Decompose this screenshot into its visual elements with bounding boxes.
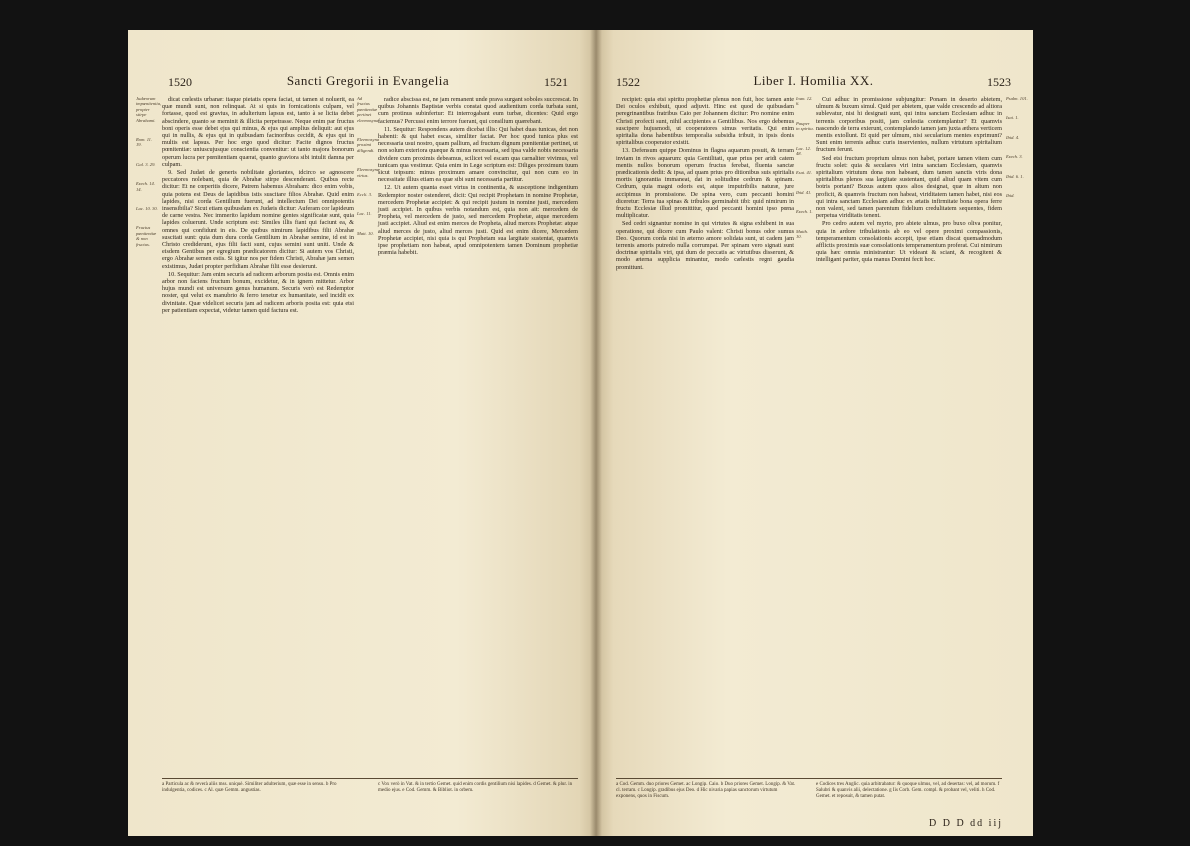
margin-note: Judæorum impœnitentia, propter stirpe Abrahami. <box>136 96 162 123</box>
margin-note: Ibid. 4. <box>1006 134 1020 140</box>
margin-note: Luc. 11. <box>357 211 372 217</box>
margin-note: Fructus pœnitentiæ & non fructus. <box>136 225 157 247</box>
middle-margin-notes <box>357 96 380 774</box>
margin-note: Rom. 11. 19. <box>136 137 153 148</box>
footnotes: c Vox verò in Vat. & in tertio Gemet. quid enim cordis gentilium nisi lapides. d Gemet. & plur. in medio ejus. e Cod. Gemm. & Bibliot. in orbem. <box>378 782 573 793</box>
page-number: 1522 <box>616 75 640 89</box>
footnotes: a Particula ac & reverà aliis mss. uniquè. Similiter adulterium, quæ esse in sensu. b Pro indulgentia, codices. c Al. quæ Gemm. angustias. <box>162 782 337 793</box>
right-page <box>596 30 1033 836</box>
middle-margin-notes <box>796 96 814 774</box>
margin-note: Ezech. 1. <box>796 209 813 215</box>
margin-note: Ibid. 41. <box>796 189 812 195</box>
text-column-1 <box>616 96 794 774</box>
margin-note: Pauper in spiritu. <box>796 120 814 132</box>
paragraph: 10. Sequitur: Jam enim securis ad radicem arborum posita est. Omnis enim arbor non faciens fructum bonum, excidetur, & in ignem mittetur. Arbor hujus mundi est universum genus humanum. Securis verò est Redemptor noster, qui velut ex manubrio & ferro tenetur ex humanitate, sed incidit ex divinitate. Quæ videlicet securis jam ad radicem arboris posita est: quia etsi per patientiam expectat, videtur tamen quid factura est. <box>162 270 354 314</box>
paragraph: Pro cedro autem vel myrto, pro abiete ulmus, pro buxo oliva ponitur, quia in ardore tribulationis ab eo vel opere proximi compassionis, temperamentum consolationis accepit, ipse etiam discat quemadmodum afflictis proximis suæ consolationis temperamentum proferat. Cui nimirum quia hæc omnia ministrantur: Ut videant & sciant, & recogitent & intelligant pariter, quia manus Domini fecit hoc. <box>816 220 1002 264</box>
margin-note: Matt. 10. <box>357 230 374 236</box>
paragraph: 13. Defensum quippe Dominus in flagna aquarum posuit, & terram inviam in rivos aquarum: quia Gentilitati, quæ prius per aridi catem mentis nullos bonorum operum fructus ferebat, fluenta sanctæ prædicationis dedit: & ipsa, ad quam prius pro ditionibus suis spiritalis mortis ignorantia immaneat, dat in solitudine cedrum & spinam. Cedrum, quia magni odoris est, atque imputribilis naturæ, jure accipimus in promissione. De spina vero, cum peccanti homini diceretur: Terra tua spinas & tribulos germinabit tibi: quid nimirum in fructu Ecclesiæ illud promittitur, quod peccanti homini ipso pœna multiplicatur. <box>616 147 794 220</box>
paragraph: Sed etsi fructum proprium ulmus non habet, portare tamen vitem cum fructu solet: quia & seculares viri intra sanctam Ecclesiam, quamvis spiritalium virtutum dona non habeant, dum tamen sanctis viris dona spiritalibus plenos sua largitate sustentant, quid aliud quam vitem cum botris portant? Buxus autem quos alios designat, quæ in altum non proficit, & quamvis fructum non habeat, viriditatem tamen habet, nisi eos qui intra sanctam Ecclesiam adhuc ex ætatis infirmitate bona opera ferre non valent, sed tamen parentum fidelium credulitatem sequentes, fidem perpetua viriditatis tenent. <box>816 154 1002 220</box>
margin-note: Luc. 10. 30. <box>136 206 158 212</box>
footnotes: a Cod. Gemm. duo priores Gemet. ac Longip. Caio. b Duo priores Gemet. Longip. & Vat. cl. terram. c Longip. gradibus ejus Deo. d Hic nivaria papias sanctorum virtutum exponens, quos in Fiscum. <box>616 782 796 799</box>
outer-margin-notes <box>1006 96 1030 774</box>
paragraph: dicat cœlestis urbanæ: itaque pietatis opera faciat, ut tamen si noluerit, ea quæ mundi sunt, non relinquat. At si quis in fornicationis culpam, vel fortasse, quod est gravius, in adulterium lapsus est, tanto à se licita debet abscindere, quanto se meminit & illicita perpetrasse. Neque enim par fructus boni operis esse debet ejus qui minus, & ejus qui amplius deliquit: aut ejus qui in nullis, & ejus qui in quibusdam facinoribus cecidit, & ejus qui in multis est lapsus. Per hoc ergo quod dicitur: Facite dignos fructus pœnitentiæ: uniuscujusque conscientia convenitur: ut tanto majora bonorum operum lucra per pœnitentiam quærat, quanto graviora sibi intulit damna per culpam. <box>162 96 354 168</box>
open-book <box>128 30 1033 836</box>
running-title: Sancti Gregorii in Evangelia <box>286 73 450 88</box>
footnote-rule <box>162 778 578 779</box>
margin-note: Ezech. 14. 14. <box>136 181 156 192</box>
page-number: 1523 <box>987 75 1011 89</box>
paragraph: Sed cedri signantur nomine in qui virtutes & signa exhibent in sua operatione, qui dicere cum Paulo valent: Christi bonus odor sumus Deo. Quorum corda nisi in æterno amore solidata sunt, ut cadem jam terrenis amoris putredo nulla corrumpat. Per spinam vero signati sunt doctrinæ spiritalis viri, qui dum de peccatis ac virtutibus disserunt, & modo æterna supplicia minantur, modo cælestis regni gaudia promittunt. <box>616 220 794 271</box>
footnotes: e Codices tres Anglic. quia arbitrabatur: & quoque ulmus, vel, ad desertas: vel, ad morum. f Salubri & quanvis alii, delectatione. g Iis Corb. Gem. compl. & probant vel, veliti. h Cod. Gemet. et reposuit, & tamen putat. <box>816 782 1000 799</box>
margin-note: Luc. 12. 48. <box>796 145 811 157</box>
margin-note: Ad fructus pœnitentiæ pertinet eleemosyna. <box>357 96 380 123</box>
page-number: 1521 <box>544 75 568 89</box>
paragraph: Cui adhuc in promissione subjungitur: Ponam in deserto abietem, ulmum & buxum simul. Quid per abietem, quæ valde crescendo ad altiora sublevatur, nisi hi designati sunt, qui intra sanctam Ecclesiam adhuc in terrenis corporibus positi, jam cœlestia contemplantur? Et quamvis nascendo de terra exierunt, contemplando tamen jam juxta æthera verticem mentis extollunt. Et quid per ulmum, nisi secularium mentes exprimunt? Sunt enim terrenis adhuc curis inservientes, nullum virtutum spiritalium fructum ferunt. <box>816 96 1002 154</box>
margin-note: Ibid. 6. 1. <box>1006 173 1024 179</box>
margin-note: Gal. 3. 29. <box>136 161 156 167</box>
running-title: Liber I. Homilia XX. <box>753 73 874 88</box>
paragraph: radice abscissa est, ne jam remanent unde prava surgant soboles succrescat. In quibus Johannis Baptistæ verbis constat quod audientium corda turbata sunt, cum protinus subinfertur: Et interrogabant eum turbæ, dicentes: Quid ergo faciemus? Percussi enim terrore fuerant, qui consilium quærebant. <box>378 96 578 125</box>
left-page <box>128 30 598 836</box>
margin-note: Eleemosyna proximi diligendi. <box>357 137 380 153</box>
margin-note: Isai. 1. <box>1006 115 1019 121</box>
margin-note: Eccli. 3. <box>357 192 373 198</box>
paragraph: 9. Sed Judæi de generis nobilitate gloriantes, idcirco se agnoscere peccatores nolebant, quia de Abrahæ stirpe descenderant. Quibus recte dicitur: Et ne cœperitis dicere, Patrem habemus Abraham: dico enim vobis, quia potens est Deus de lapidibus istis suscitare filios Abrahæ. Quid enim lapides, nisi corda Gentilium fuerunt, ad intellectum Dei omnipotentis insensibilia? Sicut etiam quibusdam ex Judæis dicitur: Auferam cor lapideum de carne vestra. Nec immerito lapidum nomine gentes significatæ sunt, quia lapides coluerunt. Unde scriptum est: Similes illis fiant qui faciunt ea, & omnes qui confidunt in eis. De quibus nimirum lapidibus filii Abrahæ suscitati sunt: quia dum dura corda Gentilium in Abrahæ semine, id est in Christo crediderunt, ejus filii facti sunt, cujus semini sunt uniti. Unde & eisdem Gentibus per egregium prædicatorem dicitur: Si autem vos Christi, ergo Abrahæ semen estis. Si igitur nos per fidem Christi, Abrahæ jam semen existimus, Judæi propter perfidiam Abrahæ filii esse desierunt. <box>162 169 354 270</box>
signature-mark: D D D dd iij <box>929 818 1003 829</box>
paragraph: 12. Ut autem quanta esset virtus in continentia, & susceptione indigentium Redemptor noster ostenderet, dicit: Qui recipit Prophetam in nomine Prophetæ, mercedem Prophetæ accipiet: & qui recipit justum in nomine justi, mercedem justi accipiet. In quibus verbis notandum est, quia non ait: mercedem de Propheta, vel mercedem de justo, sed mercedem Prophetæ, atque mercedem justi accipiet. Aliud est enim merces de Propheta, aliud merces Prophetæ: atque aliud merces de justo, aliud merces justi. Quid est enim dicere, Mercedem Prophetæ accipiet, nisi quia is qui Prophetam sua largitate sustentat, quamvis ipse prophetiam non habeat, apud omnipotentem tamen Dominum prophetiæ præmia habebit. <box>378 184 578 257</box>
text-column-2 <box>378 96 578 774</box>
margin-note: Ezech. 3. <box>1006 154 1023 160</box>
footnote-rule <box>616 778 1002 779</box>
text-column-2 <box>816 96 1002 774</box>
margin-note: Ioan. 12. 6. <box>796 96 813 107</box>
margin-note: Ibid. <box>1006 193 1015 199</box>
book-gutter <box>590 30 602 836</box>
outer-margin-notes <box>136 96 162 774</box>
text-column-1 <box>162 96 354 774</box>
paragraph: recipiet: quia etsi spiritu prophetiæ plenus non fuit, hoc tamen ante Dei oculos exhibuit, quod adjuvit. Hinc est quod de quibusdam peregrinantibus fratribus Caio per Johannem dicitur: Pro nomine enim Christi profecti sunt, nihil accipientes a Gentilibus. Nos ergo debemus suscipere hujusmodi, ut cooperatores simus veritatis. Qui enim spiritalia dona habentibus temporalia subsidia tribuit, in ipsis donis spiritalibus cooperator existit. <box>616 96 794 147</box>
margin-note: Matth. 10. <box>796 228 809 240</box>
margin-note: Psalm. 101. <box>1006 96 1028 101</box>
page-number: 1520 <box>168 75 192 89</box>
paragraph: 11. Sequitur: Respondens autem dicebat illis: Qui habet duas tunicas, det non habenti: & qui habet escas, similiter faciat. Per hoc quod tunica plus est necessaria usui nostro, quam pallium, ad fructum dignum pœnitentiæ pertinet, ut non solum exteriora quæque & minus necessaria, sed ipsa valde nobis necessaria dividere cum proximis debeamus, scilicet vel escam qua carnaliter vivimus, vel tunicam qua vestimur. Quia enim in Lege scriptum est: Diliges proximum tuum sicut teipsum: minus proximum amare convincitur, qui non cum eo in necessitate illius etiam ea quæ sibi sunt necessaria partitur. <box>378 125 579 184</box>
margin-note: Eleemosynæ virtus. <box>357 167 380 178</box>
margin-note: Esai. 41. <box>796 170 813 176</box>
